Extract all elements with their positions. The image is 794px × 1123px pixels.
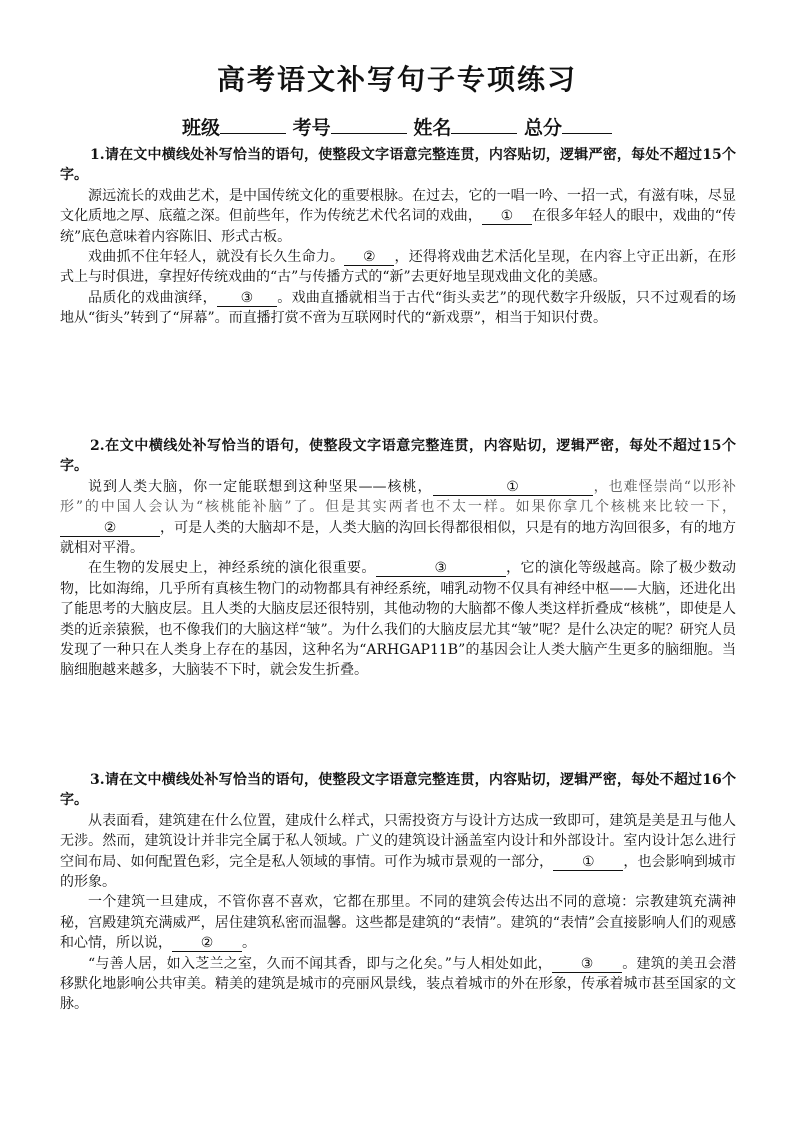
question-2-paragraph-2 [60,558,736,680]
question-1-paragraph-2 [60,247,736,288]
q2-p2-text-b: ，它的演化等级越高。除了极少数动物，比如海绵，几乎所有真核生物门的动物都具有神经系统，哺乳动物不仅具有神经中枢——大脑，还进化出了能思考的大脑皮层。且人类的大脑皮层还很特别，其他动物的大脑都不像人类这样折叠成“核桃”，即使是人类的近亲猿猴，也不像我们的大脑这样“皱”。为什么我们的大脑皮层尤其“皱”呢？是什么决定的呢？研究人员发现了一种只在人类身上存在的基因，这种名为“ARHGAP11B”的基因会让人类大脑产生更多的脑细胞。当脑细胞越来越多，大脑装不下时，就会发生折叠。 [60,560,737,679]
q3-blank-3[interactable]: ③ [552,956,622,973]
q1-p1-text-a: 源远流长的戏曲艺术，是中国传统文化的重要根脉。在过去，它的一唱一吟、一招一式，有滋有味，尽显文化质地之厚、底蕴之深。但前些年，作为传统艺术代名词的戏曲， [60,187,736,225]
q2-blank-1[interactable]: ① [433,479,593,496]
number-blank[interactable] [331,113,407,134]
question-1-title: 1.请在文中横线处补写恰当的语句，使整段文字语意完整连贯，内容贴切，逻辑严密，每处不超过15个字。 [60,147,736,184]
q3-p1-text-b: ，也会影响到城市的形象。 [60,853,737,891]
question-2-paragraph-1 [60,477,736,559]
score-blank[interactable] [562,113,612,134]
question-1 [60,145,736,329]
question-3-paragraph-1 [60,811,736,893]
question-3-paragraph-2 [60,892,736,953]
score-label: 总分 [523,117,562,139]
q2-blank-2[interactable]: ② [60,520,160,537]
q1-p2-text-b: ，还得将戏曲艺术活化呈现，在内容上守正出新，在形式上与时俱进，拿捏好传统戏曲的“古”与传播方式的“新”去更好地呈现戏曲文化的美感。 [60,249,737,286]
question-2 [60,436,736,681]
question-2-title: 2.在文中横线处补写恰当的语句，使整段文字语意完整连贯，内容贴切，逻辑严密，每处不超过15个字。 [60,438,736,475]
number-label: 考号 [292,117,331,139]
q2-p1-text-c: ，可是人类的大脑却不是，人类大脑的沟回长得都很相似，只是有的地方沟回很多，有的地方就相对平滑。 [60,519,736,557]
q3-p2-text-b: 。 [242,935,256,952]
q3-p2-text-a: 一个建筑一旦建成，不管你喜不喜欢，它都在那里。不同的建筑会传达出不同的意境：宗教建筑充满神秘，宫殿建筑充满威严，居住建筑私密而温馨。这些都是建筑的“表情”。建筑的“表情”会直接影响人们的观感和心情，所以说， [60,894,736,952]
q3-p3-text-b: 。建筑的美丑会潜移默化地影响公共审美。精美的建筑是城市的亮丽风景线，装点着城市的外在形象，传承着城市甚至国家的文脉。 [60,955,737,1013]
q2-p1-text-b: ，也难怪崇尚“以形补形”的中国人会认为“核桃能补脑”了。但是其实两者也不太一样。如果你拿几个核桃来比较一下， [60,478,736,516]
q1-p2-text-a: 戏曲抓不住年轻人，就没有长久生命力。 [88,249,345,266]
q1-p3-text-a: 品质化的戏曲演绎， [88,289,217,306]
q1-p3-text-b: 。戏曲直播就相当于古代“街头卖艺”的现代数字升级版，只不过观看的场地从“街头”转到了“屏幕”。而直播打赏不啻为互联网时代的“新戏票”，相当于知识付费。 [60,289,736,327]
q1-blank-3[interactable]: ③ [217,290,277,307]
question-3 [60,770,736,1015]
question-1-paragraph-3 [60,288,736,329]
question-3-paragraph-3 [60,954,736,1015]
name-label: 姓名 [413,117,452,139]
q2-p1-text-a: 说到人类大脑，你一定能联想到这种坚果——核桃， [88,478,433,495]
q2-p2-text-a: 在生物的发展史上，神经系统的演化很重要。 [88,560,376,577]
q2-blank-3[interactable]: ③ [376,560,506,577]
question-1-paragraph-1 [60,186,736,247]
question-3-title: 3.请在文中横线处补写恰当的语句，使整段文字语意完整连贯，内容贴切，逻辑严密，每处不超过16个字。 [60,772,736,809]
name-blank[interactable] [451,113,517,134]
class-label: 班级 [182,117,221,139]
q3-blank-2[interactable]: ② [172,935,242,952]
page-title: 高考语文补写句子专项练习 [216,63,577,96]
q1-p1-text-b: 在很多年轻人的眼中，戏曲的“传统”底色意味着内容陈旧、形式古板。 [60,208,736,245]
q1-blank-1[interactable]: ① [482,208,532,225]
q3-blank-1[interactable]: ① [553,854,623,871]
student-info-line [0,113,794,141]
q3-p1-text-a: 从表面看，建筑建在什么位置，建成什么样式，只需投资方与设计方达成一致即可，建筑是美是丑与他人无涉。然而，建筑设计并非完全属于私人领域。广义的建筑设计涵盖室内设计和外部设计。室内设计怎么进行空间布局、如何配置色彩，完全是私人领域的事情。可作为城市景观的一部分， [60,812,736,870]
q3-p3-text-a: “与善人居，如入芝兰之室，久而不闻其香，即与之化矣。”与人相处如此， [88,955,552,972]
class-blank[interactable] [220,113,286,134]
q1-blank-2[interactable]: ② [344,249,394,266]
